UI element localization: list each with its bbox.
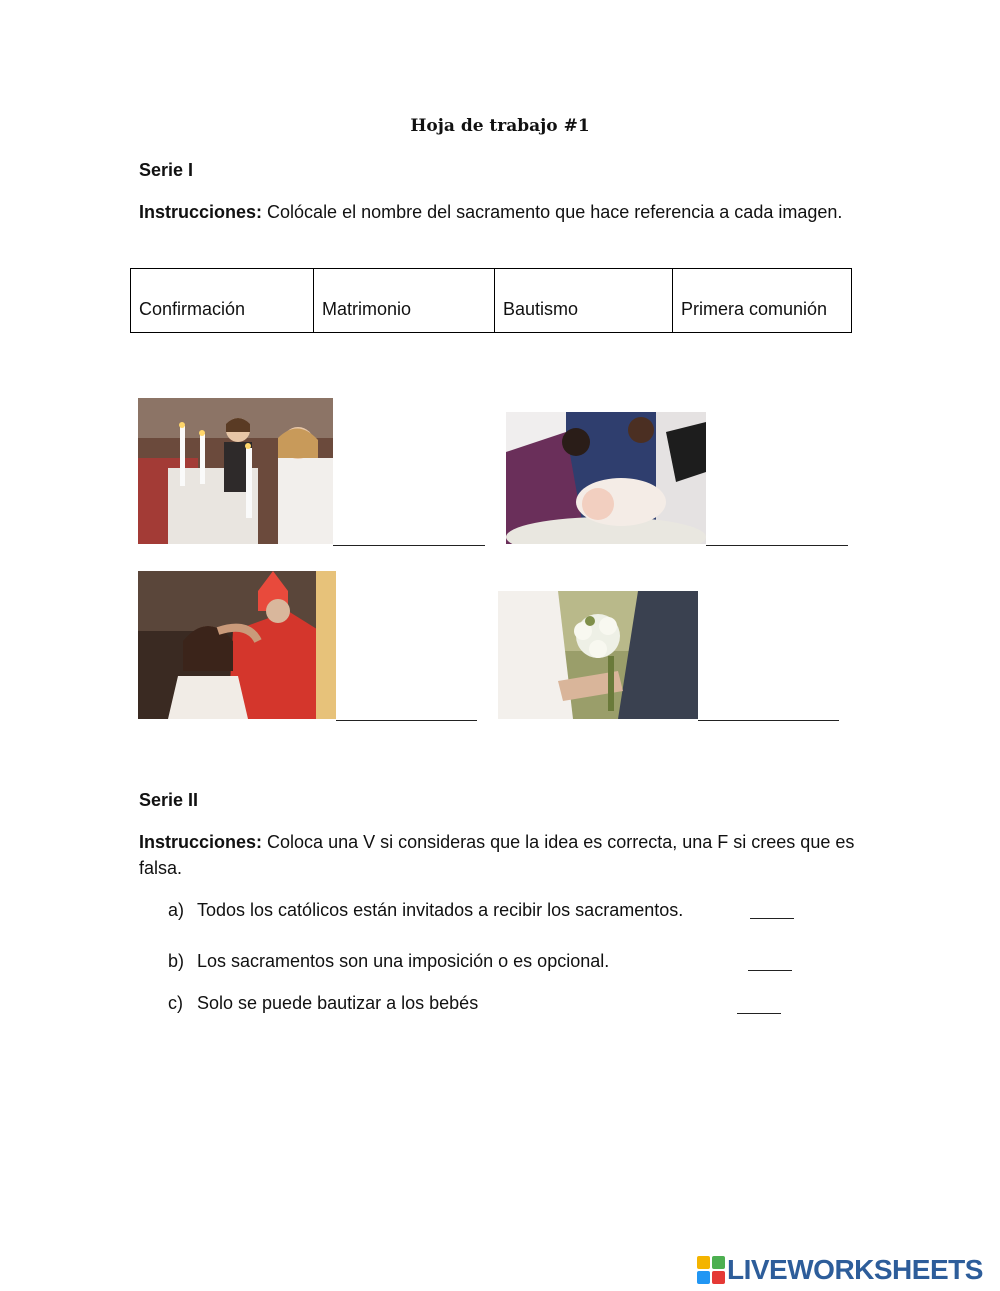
- instructions-label: Instrucciones:: [139, 202, 263, 222]
- serie-1-instructions: [139, 199, 859, 225]
- true-false-blank-c[interactable]: [737, 1013, 781, 1014]
- instructions-text: Coloca una V si consideras que la idea es correcta, una F si crees que es falsa.: [139, 832, 855, 878]
- liveworksheets-logo-text: LIVEWORKSHEETS: [727, 1254, 983, 1285]
- sacrament-options-table: [130, 268, 852, 333]
- baptism-photo: [506, 412, 706, 544]
- answer-blank-4[interactable]: [698, 720, 839, 721]
- liveworksheets-logo: [697, 1254, 983, 1286]
- answer-blank-1[interactable]: [333, 545, 485, 546]
- statement-b: [168, 951, 609, 972]
- instructions-text: Colócale el nombre del sacramento que hace referencia a cada imagen.: [262, 202, 843, 222]
- confirmation-photo: [138, 571, 336, 719]
- page-title: Hoja de trabajo #1: [410, 116, 590, 136]
- option-primera-comunion: Primera comunión: [673, 269, 852, 333]
- option-bautismo: Bautismo: [495, 269, 673, 333]
- statement-marker: b): [168, 951, 185, 971]
- option-confirmacion: Confirmación: [131, 269, 314, 333]
- statement-text: Todos los católicos están invitados a recibir los sacramentos.: [197, 900, 684, 920]
- true-false-blank-a[interactable]: [750, 918, 794, 919]
- serie-1-heading: Serie I: [139, 160, 194, 180]
- option-matrimonio: Matrimonio: [314, 269, 495, 333]
- statement-c: [168, 993, 478, 1014]
- serie-2-instructions: [139, 829, 869, 881]
- statement-text: Solo se puede bautizar a los bebés: [197, 993, 479, 1013]
- answer-blank-2[interactable]: [706, 545, 848, 546]
- answer-blank-3[interactable]: [336, 720, 477, 721]
- liveworksheets-logo-icon: [697, 1256, 725, 1284]
- statement-text: Los sacramentos son una imposición o es opcional.: [197, 951, 610, 971]
- true-false-blank-b[interactable]: [748, 970, 792, 971]
- statement-a: [168, 900, 683, 921]
- statement-marker: a): [168, 900, 185, 920]
- instructions-label: Instrucciones:: [139, 832, 263, 852]
- statement-marker: c): [168, 993, 183, 1013]
- wedding-photo: [498, 591, 698, 719]
- first-communion-photo: [138, 398, 333, 544]
- serie-2-heading: Serie II: [139, 790, 199, 810]
